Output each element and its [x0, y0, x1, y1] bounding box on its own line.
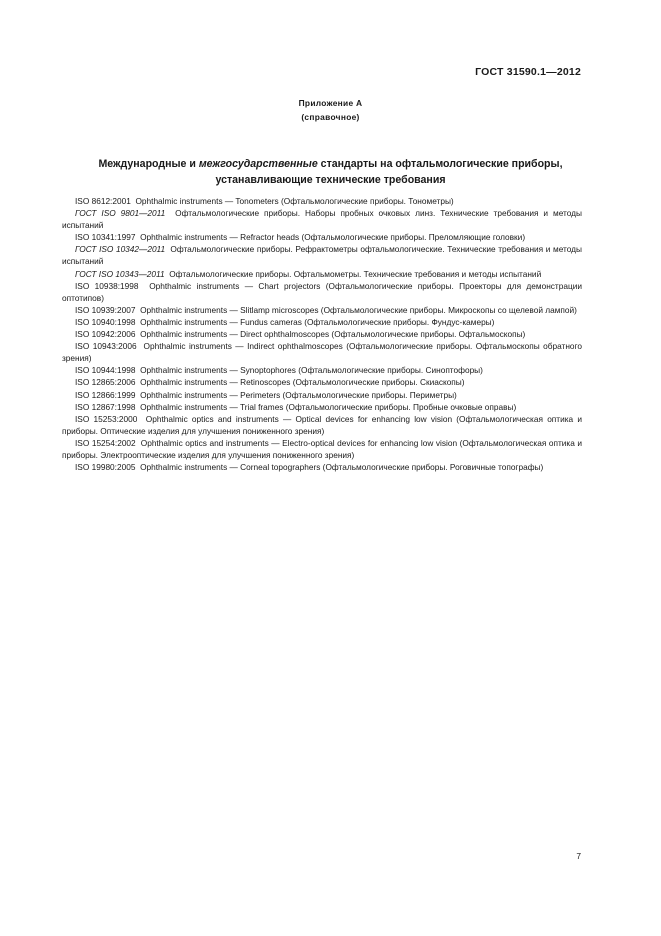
reference-title: Ophthalmic optics and instruments — Optical devices for enhancing low vision (Офтальмологическая оптика и приборы. Оптические изделия для улучшения пониженного зрения): [62, 413, 582, 436]
annex-status: (справочное): [301, 112, 360, 122]
reference-code: ГОСТ ISO 9801—2011: [75, 208, 166, 219]
reference-code: ISO 10943:2006: [75, 341, 137, 352]
reference-title: Ophthalmic instruments — Tonometers (Офтальмологические приборы. Тонометры): [135, 196, 454, 206]
reference-code: ISO 12866:1999: [75, 389, 136, 400]
reference-title: Ophthalmic instruments — Retinoscopes (Офтальмологические приборы. Скиаскопы): [140, 377, 465, 388]
reference-code: ГОСТ ISO 10342—2011: [75, 244, 166, 255]
reference-item: [62, 304, 582, 316]
reference-code: ISO 10944:1998: [75, 365, 136, 376]
title-line-1: [0, 156, 661, 172]
reference-item: [62, 243, 582, 267]
reference-title: Ophthalmic instruments — Corneal topographers (Офтальмологические приборы. Роговичные топографы): [140, 462, 544, 473]
reference-title: Ophthalmic instruments — Direct ophthalmoscopes (Офтальмологические приборы. Офтальмоскопы): [140, 329, 526, 340]
title-part-italic: межгосударственные: [198, 158, 318, 170]
standard-code: ГОСТ 31590.1—2012: [475, 66, 581, 78]
reference-item: [62, 280, 582, 304]
title-line-2: устанавливающие технические требования: [215, 174, 446, 186]
reference-title: Ophthalmic instruments — Fundus cameras (Офтальмологические приборы. Фундус-камеры): [140, 316, 495, 327]
reference-code: ISO 10938:1998: [75, 280, 139, 291]
page-number: 7: [576, 851, 581, 861]
reference-code: ISO 10942:2006: [75, 329, 136, 340]
reference-list: [62, 195, 582, 473]
reference-item: [62, 437, 582, 461]
reference-code: ISO 19980:2005: [75, 462, 136, 473]
reference-title: Офтальмологические приборы. Наборы пробных очковых линз. Технические требования и методы испытаний: [62, 208, 582, 231]
reference-item: [62, 364, 582, 376]
reference-title: Ophthalmic instruments — Perimeters (Офтальмологические приборы. Периметры): [140, 389, 457, 400]
reference-title: Ophthalmic instruments — Refractor heads (Офтальмологические приборы. Преломляющие головки): [140, 232, 526, 243]
reference-title: Ophthalmic instruments — Synoptophores (Офтальмологические приборы. Синоптофоры): [140, 365, 483, 376]
reference-title: Ophthalmic instruments — Indirect ophthalmoscopes (Офтальмологические приборы. Офтальмоскопы обратного зрения): [62, 341, 582, 364]
reference-code: ISO 10939:2007: [75, 304, 136, 315]
reference-title: Ophthalmic instruments — Chart projectors (Офтальмологические приборы. Проекторы для демонстрации оптотипов): [62, 280, 582, 303]
annex-heading: [0, 96, 661, 124]
reference-item: [62, 195, 582, 207]
reference-item: [62, 207, 582, 231]
reference-item: [62, 316, 582, 328]
document-title: [0, 156, 661, 188]
reference-item: [62, 328, 582, 340]
reference-title: Ophthalmic instruments — Slitlamp microscopes (Офтальмологические приборы. Микроскопы со щелевой лампой): [140, 304, 577, 315]
annex-label: Приложение А: [298, 98, 363, 108]
reference-title: Офтальмологические приборы. Офтальмометры. Технические требования и методы испытаний: [169, 268, 542, 279]
title-part-3: стандарты на офтальмологические приборы,: [317, 158, 563, 170]
reference-item: [62, 376, 582, 388]
reference-item: [62, 389, 582, 401]
reference-item: [62, 268, 582, 280]
reference-item: [62, 231, 582, 243]
reference-title: Офтальмологические приборы. Рефрактометры офтальмологические. Технические требования и методы испытаний: [62, 244, 582, 267]
reference-code: ISO 8612:2001: [75, 196, 131, 206]
reference-item: [62, 413, 582, 437]
reference-code: ISO 10341:1997: [75, 232, 136, 243]
reference-code: ISO 10940:1998: [75, 316, 136, 327]
reference-item: [62, 461, 582, 473]
reference-title: Ophthalmic optics and instruments — Electro-optical devices for enhancing low vision (Офтальмологическая оптика и приборы. Электрооптические изделия для улучшения пониженного зрения): [62, 437, 582, 460]
reference-code: ISO 12865:2006: [75, 377, 136, 388]
reference-code: ISO 15253:2000: [75, 413, 138, 424]
reference-code: ISO 12867:1998: [75, 401, 136, 412]
reference-item: [62, 401, 582, 413]
reference-item: [62, 340, 582, 364]
reference-title: Ophthalmic instruments — Trial frames (Офтальмологические приборы. Пробные очковые оправы): [140, 401, 517, 412]
reference-code: ГОСТ ISO 10343—2011: [75, 268, 165, 279]
title-part-1: Международные и: [98, 158, 199, 170]
reference-code: ISO 15254:2002: [75, 437, 136, 448]
